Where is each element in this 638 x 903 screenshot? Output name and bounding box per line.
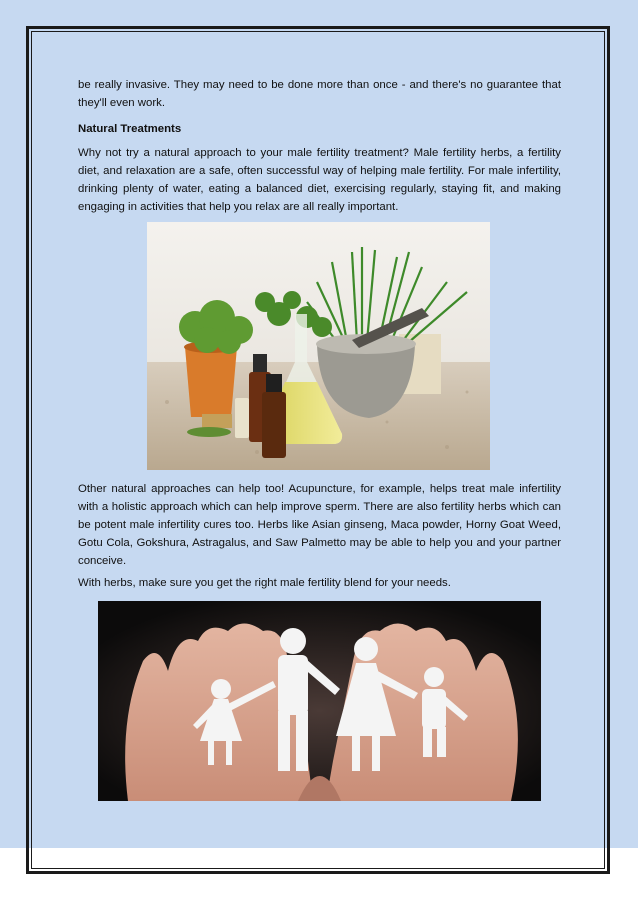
herbs-illustration: [147, 222, 490, 470]
family-image: [98, 601, 541, 801]
paragraph-intro-continuation: be really invasive. They may need to be done more than once - and there's no guarantee that they'll even work.: [78, 79, 561, 109]
paragraph-other-approaches: Other natural approaches can help too! Acupuncture, for example, helps treat male infertility with a holistic approach which can help improve sperm. There are also fertility herbs which can be potent male infertility cures too. Herbs like Asian ginseng, Maca powder, Horny Goat Weed, Gotu Cola, Gokshura, Astragalus, and Saw Palmetto may be able to help you and your partner conceive.: [78, 483, 561, 567]
paragraph-natural-approach: Why not try a natural approach to your male fertility treatment? Male fertility herbs, a fertility diet, and relaxation are a safe, often successful way of helping male fertility. For male infertility, drinking plenty of water, eating a balanced diet, exercising regularly, staying fit, and making engaging in activities that help you relax are all really important.: [78, 147, 561, 213]
family-illustration: [98, 601, 541, 801]
section-heading: Natural Treatments: [78, 123, 182, 135]
herbs-image: [147, 222, 490, 470]
paragraph-blend: With herbs, make sure you get the right male fertility blend for your needs.: [78, 577, 451, 589]
